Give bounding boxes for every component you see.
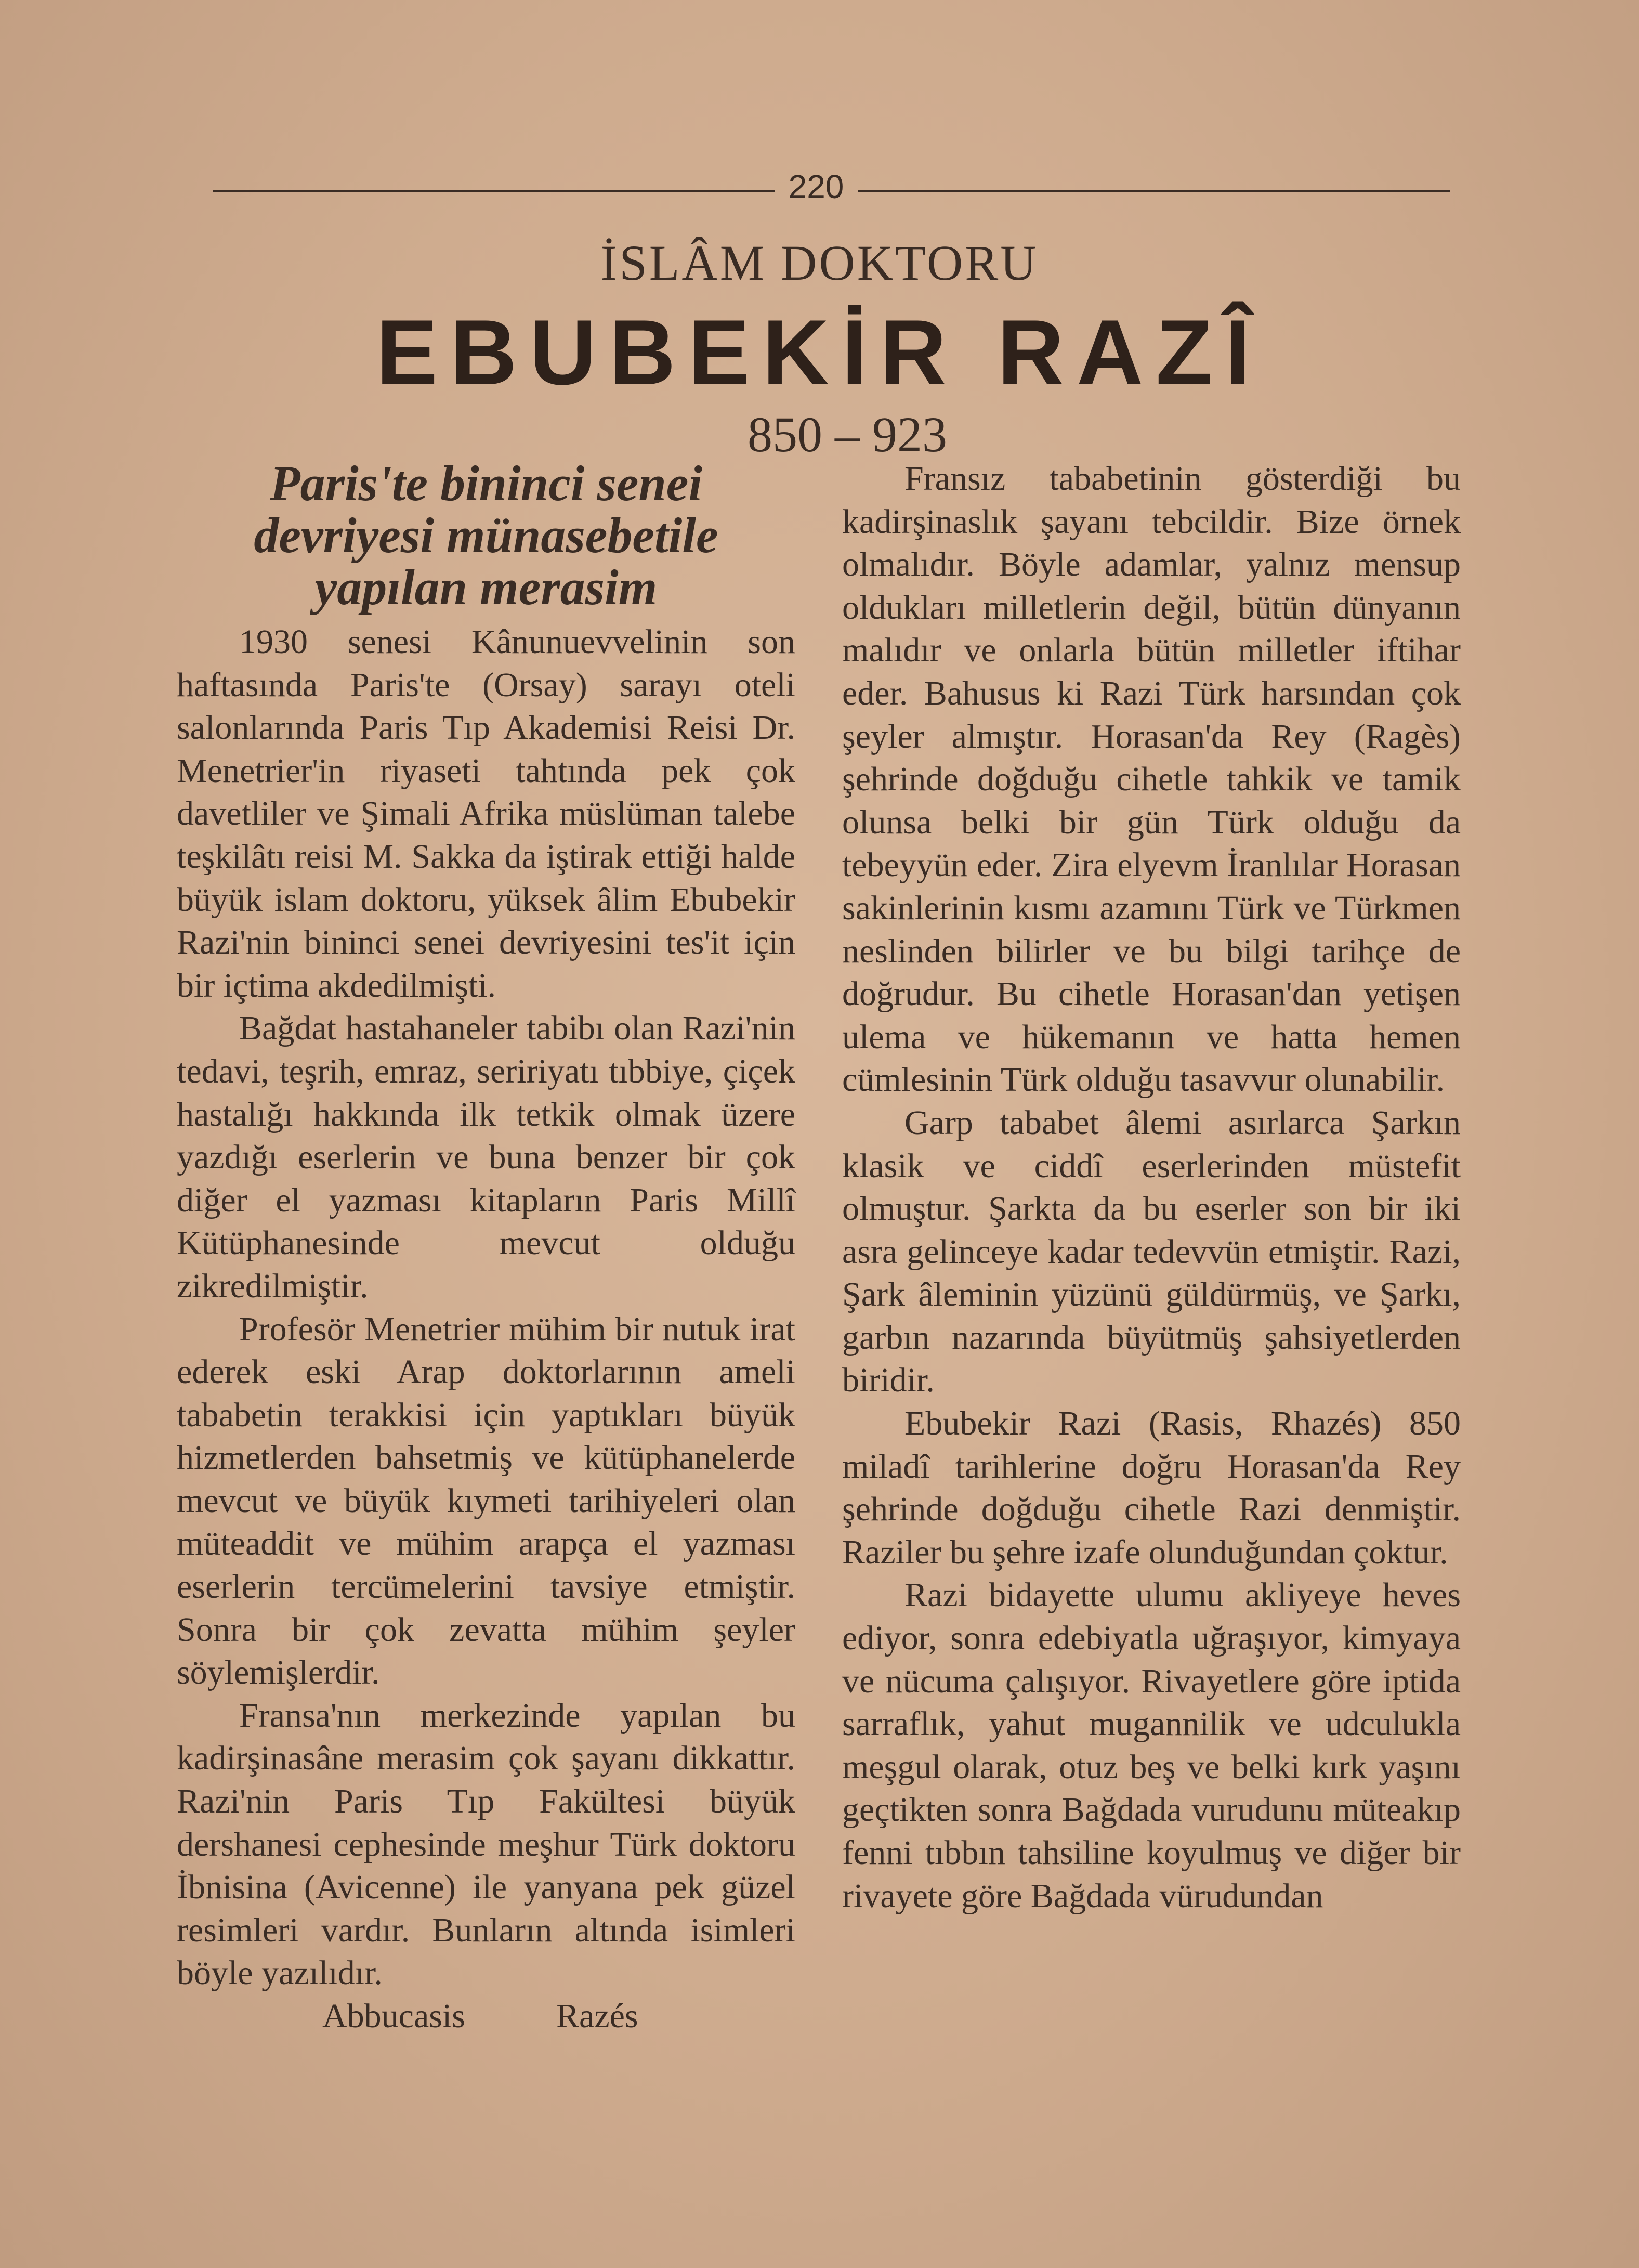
- left-paragraph-4: Fransa'nın merkezinde yapılan bu kadirşinasâne merasim çok şayanı dikkattır. Razi'nin Paris Tıp Fakültesi büyük dershanesi cephesinde meşhur Türk doktoru İbnisina (Avicenne) ile yanyana pek güzel resimleri vardır. Bunların altında isimleri böyle yazılıdır.: [177, 1696, 795, 1992]
- right-paragraph-4: Razi bidayette ulumu akliyeye heves ediyor, sonra edebiyatla uğraşıyor, kimyaya ve nücuma çalışıyor. Rivayetlere göre iptida sarraflık, yahut mugannilik ve udculukla meşgul olarak, otuz beş ve belki kırk yaşını geçtikten sonra Bağdada vurudunu müteakıp fenni tıbbın tahsiline koyulmuş ve diğer bir rivayete göre Bağdada vürudundan: [842, 1576, 1461, 1915]
- article-title: EBUBEKİR RAZÎ: [376, 301, 1263, 404]
- left-paragraph-3: Profesör Menetrier mühim bir nutuk irat ederek eski Arap doktorlarının ameli tababetin terakkisi için yaptıkları büyük hizmetlerden bahsetmiş ve kütüphanelerde mevcut ve büyük kıymeti tarihiyeleri olan müteaddit ve mühim arapça el yazması eserlerin tercümelerini tavsiye etmiştir. Sonra bir çok zevatta mühim şeyler söylemişlerdir.: [177, 1310, 795, 1692]
- right-paragraph-1: Fransız tababetinin gösterdiği bu kadirşinaslık şayanı tebcildir. Bize örnek olmalıdır. Böyle adamlar, yalnız mensup oldukları milletlerin değil, bütün dünyanın malıdır ve onlarla bütün milletler iftihar eder. Bahusus ki Razi Türk harsından çok şeyler almıştır. Horasan'da Rey (Ragès) şehrinde doğduğu cihetle tahkik ve tamik olunsa belki bir gün Türk olduğu da tebeyyün eder. Zira elyevm İranlılar Horasan sakinlerinin kısmı azamını Türk ve Türkmen neslinden bilirler ve bu bilgi tarihçe de doğrudur. Bu cihetle Horasan'dan yetişen ulema ve hükemanın ve hatta hemen cümlesinin Türk olduğu tasavvur olunabilir.: [842, 460, 1461, 1099]
- left-paragraph-2: Bağdat hastahaneler tabibı olan Razi'nin tedavi, teşrih, emraz, seririyatı tıbbiye, çiçek hastalığı hakkında ilk tetkik olmak üzere yazdığı eserlerin ve buna benzer bir çok diğer el yazması kitapların Paris Millî Kütüphanesinde mevcut olduğu zikredilmiştir.: [177, 1009, 795, 1305]
- article-kicker: İSLÂM DOKTORU: [600, 235, 1039, 291]
- portrait-names: [177, 1995, 795, 2038]
- right-column: [842, 458, 1461, 1918]
- left-paragraph-1: 1930 senesi Kânunuevvelinin son haftasında Paris'te (Orsay) sarayı oteli salonlarında Paris Tıp Akademisi Reisi Dr. Menetrier'in riyaseti tahtında pek çok davetliler ve Şimali Afrika müslüman talebe teşkilâtı reisi M. Sakka da iştirak ettiği halde büyük islam doktoru, yüksek âlim Ebubekir Razi'nin bininci senei devriyesini tes'it için bir içtima akdedilmişti.: [177, 623, 795, 1005]
- header-rule-left: [213, 190, 775, 192]
- left-column: [177, 455, 795, 2038]
- right-paragraph-2: Garp tababet âlemi asırlarca Şarkın klasik ve ciddî eserlerinden müstefit olmuştur. Şarkta da bu eserler son bir iki asra gelinceye kadar tedevvün etmiştir. Razi, Şark âleminin yüzünü güldürmüş, ve Şarkı, garbın nazarında büyütmüş şahsiyetlerden biridir.: [842, 1103, 1461, 1400]
- left-subheading: Paris'te bininci senei devriyesi münasebetile yapılan merasim: [254, 455, 718, 615]
- page-number: 220: [788, 168, 844, 205]
- right-paragraph-3: Ebubekir Razi (Rasis, Rhazés) 850 miladî tarihlerine doğru Horasan'da Rey şehrinde doğduğu cihetle Razi denmiştir. Raziler bu şehre izafe olunduğundan çoktur.: [842, 1404, 1461, 1571]
- portrait-name-abbucasis: Abbucasis: [322, 1997, 465, 2035]
- life-dates: 850 – 923: [748, 407, 947, 462]
- portrait-name-razes: Razés: [556, 1997, 638, 2035]
- header-rule-right: [858, 190, 1450, 192]
